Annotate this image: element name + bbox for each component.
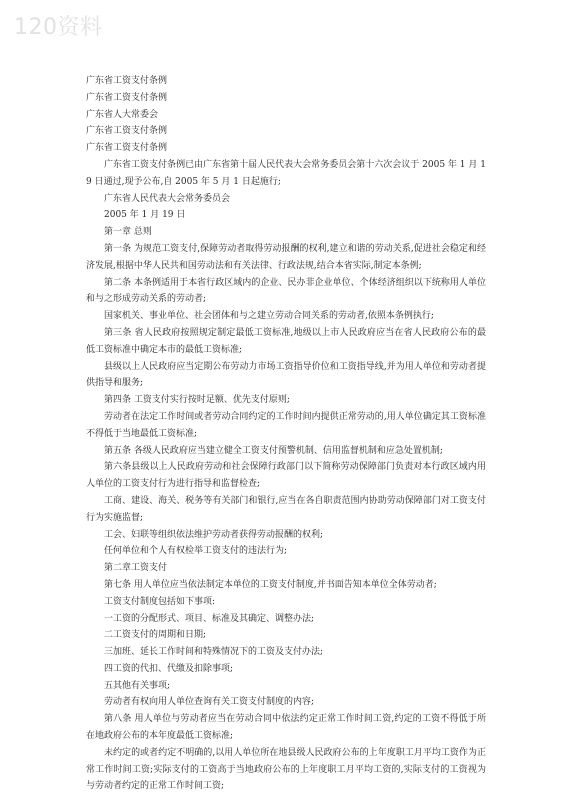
article-paragraph: 劳动者在法定工作时间或者劳动合同约定的工作时间内提供正常劳动的,用人单位确定其工资标准不得低于当地最低工资标准; xyxy=(86,411,486,439)
article-paragraph: 未约定的或者约定不明确的,以用人单位所在地县级人民政府公布的上年度职工月平均工资作为正常工作时间工资;实际支付的工资高于当地政府公布的上年度职工月平均工资的,实际支付的工资视为与劳动者约定的正常工作时间工资; xyxy=(86,747,486,792)
document-title: 广东省工资支付条例 xyxy=(86,143,168,154)
date-line: 2005 年 1 月 19 日 xyxy=(104,210,186,221)
article-paragraph: 工会、妇联等组织依法维护劳动者获得劳动报酬的权利; xyxy=(104,529,324,540)
document-title: 广东省工资支付条例 xyxy=(86,76,168,86)
article-paragraph: 工资支付制度包括如下事项: xyxy=(104,596,216,607)
article-paragraph: 第一条 为规范工资支付,保障劳动者取得劳动报酬的权利,建立和谐的劳动关系,促进社会稳定和经济发展,根据中华人民共和国劳动法和有关法律、行政法规,结合本省实际,制定本条例; xyxy=(86,243,486,271)
article-list xyxy=(86,224,486,795)
article-paragraph: 四工资的代扣、代缴及扣除事项; xyxy=(104,663,234,674)
article-paragraph: 三加班、延长工作时间和特殊情况下的工资及支付办法; xyxy=(104,647,324,658)
chapter-heading: 第一章 总则 xyxy=(104,227,152,238)
article-paragraph: 第三条 省人民政府按照规定制定最低工资标准,地级以上市人民政府应当在省人民政府公布的最低工资标准中确定本市的最低工资标准; xyxy=(86,327,486,355)
article-paragraph: 第八条 用人单位与劳动者应当在劳动合同中依法约定正常工作时间工资,约定的工资不得低于所在地政府公布的本年度最低工资标准; xyxy=(86,714,486,742)
chapter-heading: 第二章工资支付 xyxy=(104,563,168,574)
article-paragraph: 第六条县级以上人民政府劳动和社会保障行政部门以下简称劳动保障部门负责对本行政区域内用人单位的工资支付行为进行指导和监督检查; xyxy=(86,462,486,490)
issuer-line: 广东省人民代表大会常务委员会 xyxy=(104,193,231,204)
article-paragraph: 任何单位和个人有权检举工资支付的违法行为; xyxy=(104,546,288,557)
announcement-paragraph: 广东省工资支付条例已由广东省第十届人民代表大会常务委员会第十六次会议于 2005 年 1 月 19 日通过,现予公布,自 2005 年 5 月 1 日起施行; xyxy=(86,159,486,187)
article-paragraph: 劳动者有权向用人单位查询有关工资支付制度的内容; xyxy=(104,697,315,708)
document-title: 广东省工资支付条例 xyxy=(86,126,168,137)
article-paragraph: 二工资支付的周期和日期; xyxy=(104,630,207,641)
article-paragraph: 第二条 本条例适用于本省行政区域内的企业、民办非企业单位、个体经济组织以下统称用人单位和与之形成劳动关系的劳动者; xyxy=(86,277,486,305)
article-paragraph: 五其他有关事项; xyxy=(104,680,171,691)
article-paragraph: 工商、建设、海关、税务等有关部门和银行,应当在各自职责范围内协助劳动保障部门对工资支付行为实施监督; xyxy=(86,495,486,523)
article-paragraph: 第四条 工资支付实行按时足额、优先支付原则; xyxy=(104,395,290,406)
document-title: 广东省工资支付条例 xyxy=(86,92,168,103)
article-paragraph: 第五条 各级人民政府应当建立健全工资支付预警机制、信用监督机制和应急处置机制; xyxy=(104,445,443,456)
article-paragraph: 一工资的分配形式、项目、标准及其确定、调整办法; xyxy=(104,613,315,624)
article-paragraph: 县级以上人民政府应当定期公布劳动力市场工资指导价位和工资指导线,并为用人单位和劳动者提供指导和服务; xyxy=(86,361,486,389)
article-paragraph: 国家机关、事业单位、社会团体和与之建立劳动合同关系的劳动者,依照本条例执行; xyxy=(104,311,434,322)
article-paragraph: 第七条 用人单位应当依法制定本单位的工资支付制度,并书面告知本单位全体劳动者; xyxy=(104,579,437,590)
document-body xyxy=(86,73,486,795)
watermark-logo: 120资料 xyxy=(14,15,103,40)
issuing-body: 广东省人大常委会 xyxy=(86,109,159,120)
